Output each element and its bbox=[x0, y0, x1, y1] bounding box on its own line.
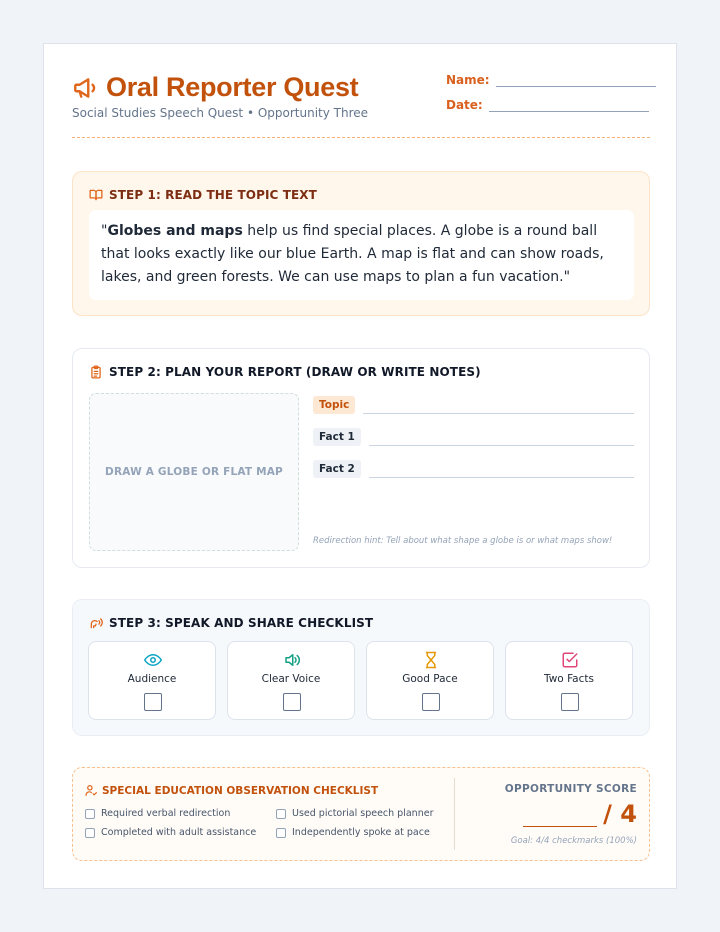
checklist-card-good-pace[interactable] bbox=[366, 641, 494, 720]
clear-voice-checkbox[interactable] bbox=[283, 693, 301, 711]
date-field[interactable] bbox=[446, 98, 649, 112]
checklist-card-clear-voice[interactable] bbox=[227, 641, 355, 720]
drawing-area[interactable] bbox=[89, 393, 299, 551]
card-label: Good Pace bbox=[402, 673, 458, 685]
check-square-icon bbox=[561, 651, 579, 669]
fact1-tag: Fact 1 bbox=[313, 428, 361, 446]
fact2-tag: Fact 2 bbox=[313, 460, 361, 478]
checklist-card-two-facts[interactable] bbox=[505, 641, 633, 720]
plan-row-topic[interactable] bbox=[313, 396, 634, 414]
page-subtitle: Social Studies Speech Quest • Opportunity Three bbox=[72, 106, 369, 120]
obs-item-label: Independently spoke at pace bbox=[292, 827, 430, 838]
plan-row-fact2[interactable] bbox=[313, 460, 634, 478]
step3-section bbox=[72, 599, 650, 736]
score-entry bbox=[523, 801, 637, 827]
topic-tag: Topic bbox=[313, 396, 355, 414]
score-total: / 4 bbox=[603, 800, 637, 828]
title-block bbox=[72, 72, 358, 103]
redirection-hint: Redirection hint: Tell about what shape a globe is or what maps show! bbox=[313, 536, 613, 546]
date-line[interactable] bbox=[489, 100, 649, 112]
step3-heading bbox=[89, 616, 373, 630]
card-label: Two Facts bbox=[544, 673, 594, 685]
topic-text-bold: Globes and maps bbox=[107, 223, 243, 239]
step2-section bbox=[72, 348, 650, 568]
observation-heading-text: SPECIAL EDUCATION OBSERVATION CHECKLIST bbox=[102, 784, 379, 797]
page-title: Oral Reporter Quest bbox=[106, 72, 359, 102]
drawing-prompt: DRAW A GLOBE OR FLAT MAP bbox=[105, 466, 283, 478]
worksheet-page bbox=[43, 43, 677, 889]
step1-heading-text: STEP 1: READ THE TOPIC TEXT bbox=[109, 188, 317, 202]
date-label: Date: bbox=[446, 98, 483, 112]
name-line[interactable] bbox=[496, 75, 656, 87]
score-blank[interactable] bbox=[523, 803, 597, 827]
megaphone-icon bbox=[72, 75, 98, 101]
eye-icon bbox=[144, 651, 162, 669]
topic-text-rest: help us find special places. A globe is a round ball that looks exactly like our blue Earth. A map is flat and can show roads, lakes, and green forests. We can use maps to plan a fun vacation." bbox=[101, 223, 604, 285]
name-label: Name: bbox=[446, 73, 490, 87]
obs-item-label: Used pictorial speech planner bbox=[292, 808, 434, 819]
obs-item-independent-pace[interactable] bbox=[276, 827, 430, 838]
observation-divider bbox=[454, 778, 455, 850]
topic-text bbox=[89, 210, 634, 300]
good-pace-checkbox[interactable] bbox=[422, 693, 440, 711]
card-label: Clear Voice bbox=[261, 673, 321, 685]
fact2-line[interactable] bbox=[369, 464, 634, 478]
fact1-line[interactable] bbox=[369, 432, 634, 446]
audience-checkbox[interactable] bbox=[144, 693, 162, 711]
hourglass-icon bbox=[422, 651, 440, 669]
step1-heading bbox=[89, 188, 317, 202]
checklist-card-audience[interactable] bbox=[88, 641, 216, 720]
speaker-icon bbox=[283, 651, 301, 669]
clipboard-icon bbox=[89, 365, 103, 379]
topic-line[interactable] bbox=[363, 400, 634, 414]
obs-checkbox[interactable] bbox=[276, 828, 286, 838]
step2-heading-text: STEP 2: PLAN YOUR REPORT (DRAW OR WRITE NOTES) bbox=[109, 365, 481, 379]
observation-section bbox=[72, 767, 650, 861]
user-check-icon bbox=[85, 784, 98, 797]
obs-item-label: Completed with adult assistance bbox=[101, 827, 257, 838]
name-field[interactable] bbox=[446, 73, 656, 87]
speaking-head-icon bbox=[89, 616, 103, 630]
obs-item-verbal-redirection[interactable] bbox=[85, 808, 230, 819]
header-divider bbox=[72, 137, 650, 138]
step1-section bbox=[72, 171, 650, 316]
score-goal: Goal: 4/4 checkmarks (100%) bbox=[510, 836, 637, 846]
obs-checkbox[interactable] bbox=[276, 809, 286, 819]
score-label: OPPORTUNITY SCORE bbox=[504, 783, 637, 795]
obs-item-pictorial-planner[interactable] bbox=[276, 808, 433, 819]
step2-heading bbox=[89, 365, 481, 379]
book-icon bbox=[89, 188, 103, 202]
step3-heading-text: STEP 3: SPEAK AND SHARE CHECKLIST bbox=[109, 616, 374, 630]
obs-checkbox[interactable] bbox=[85, 828, 95, 838]
obs-checkbox[interactable] bbox=[85, 809, 95, 819]
card-label: Audience bbox=[127, 673, 177, 685]
obs-item-adult-assistance[interactable] bbox=[85, 827, 256, 838]
observation-heading bbox=[85, 784, 378, 797]
quote-open: " bbox=[101, 223, 108, 239]
two-facts-checkbox[interactable] bbox=[561, 693, 579, 711]
plan-row-fact1[interactable] bbox=[313, 428, 634, 446]
obs-item-label: Required verbal redirection bbox=[101, 808, 231, 819]
